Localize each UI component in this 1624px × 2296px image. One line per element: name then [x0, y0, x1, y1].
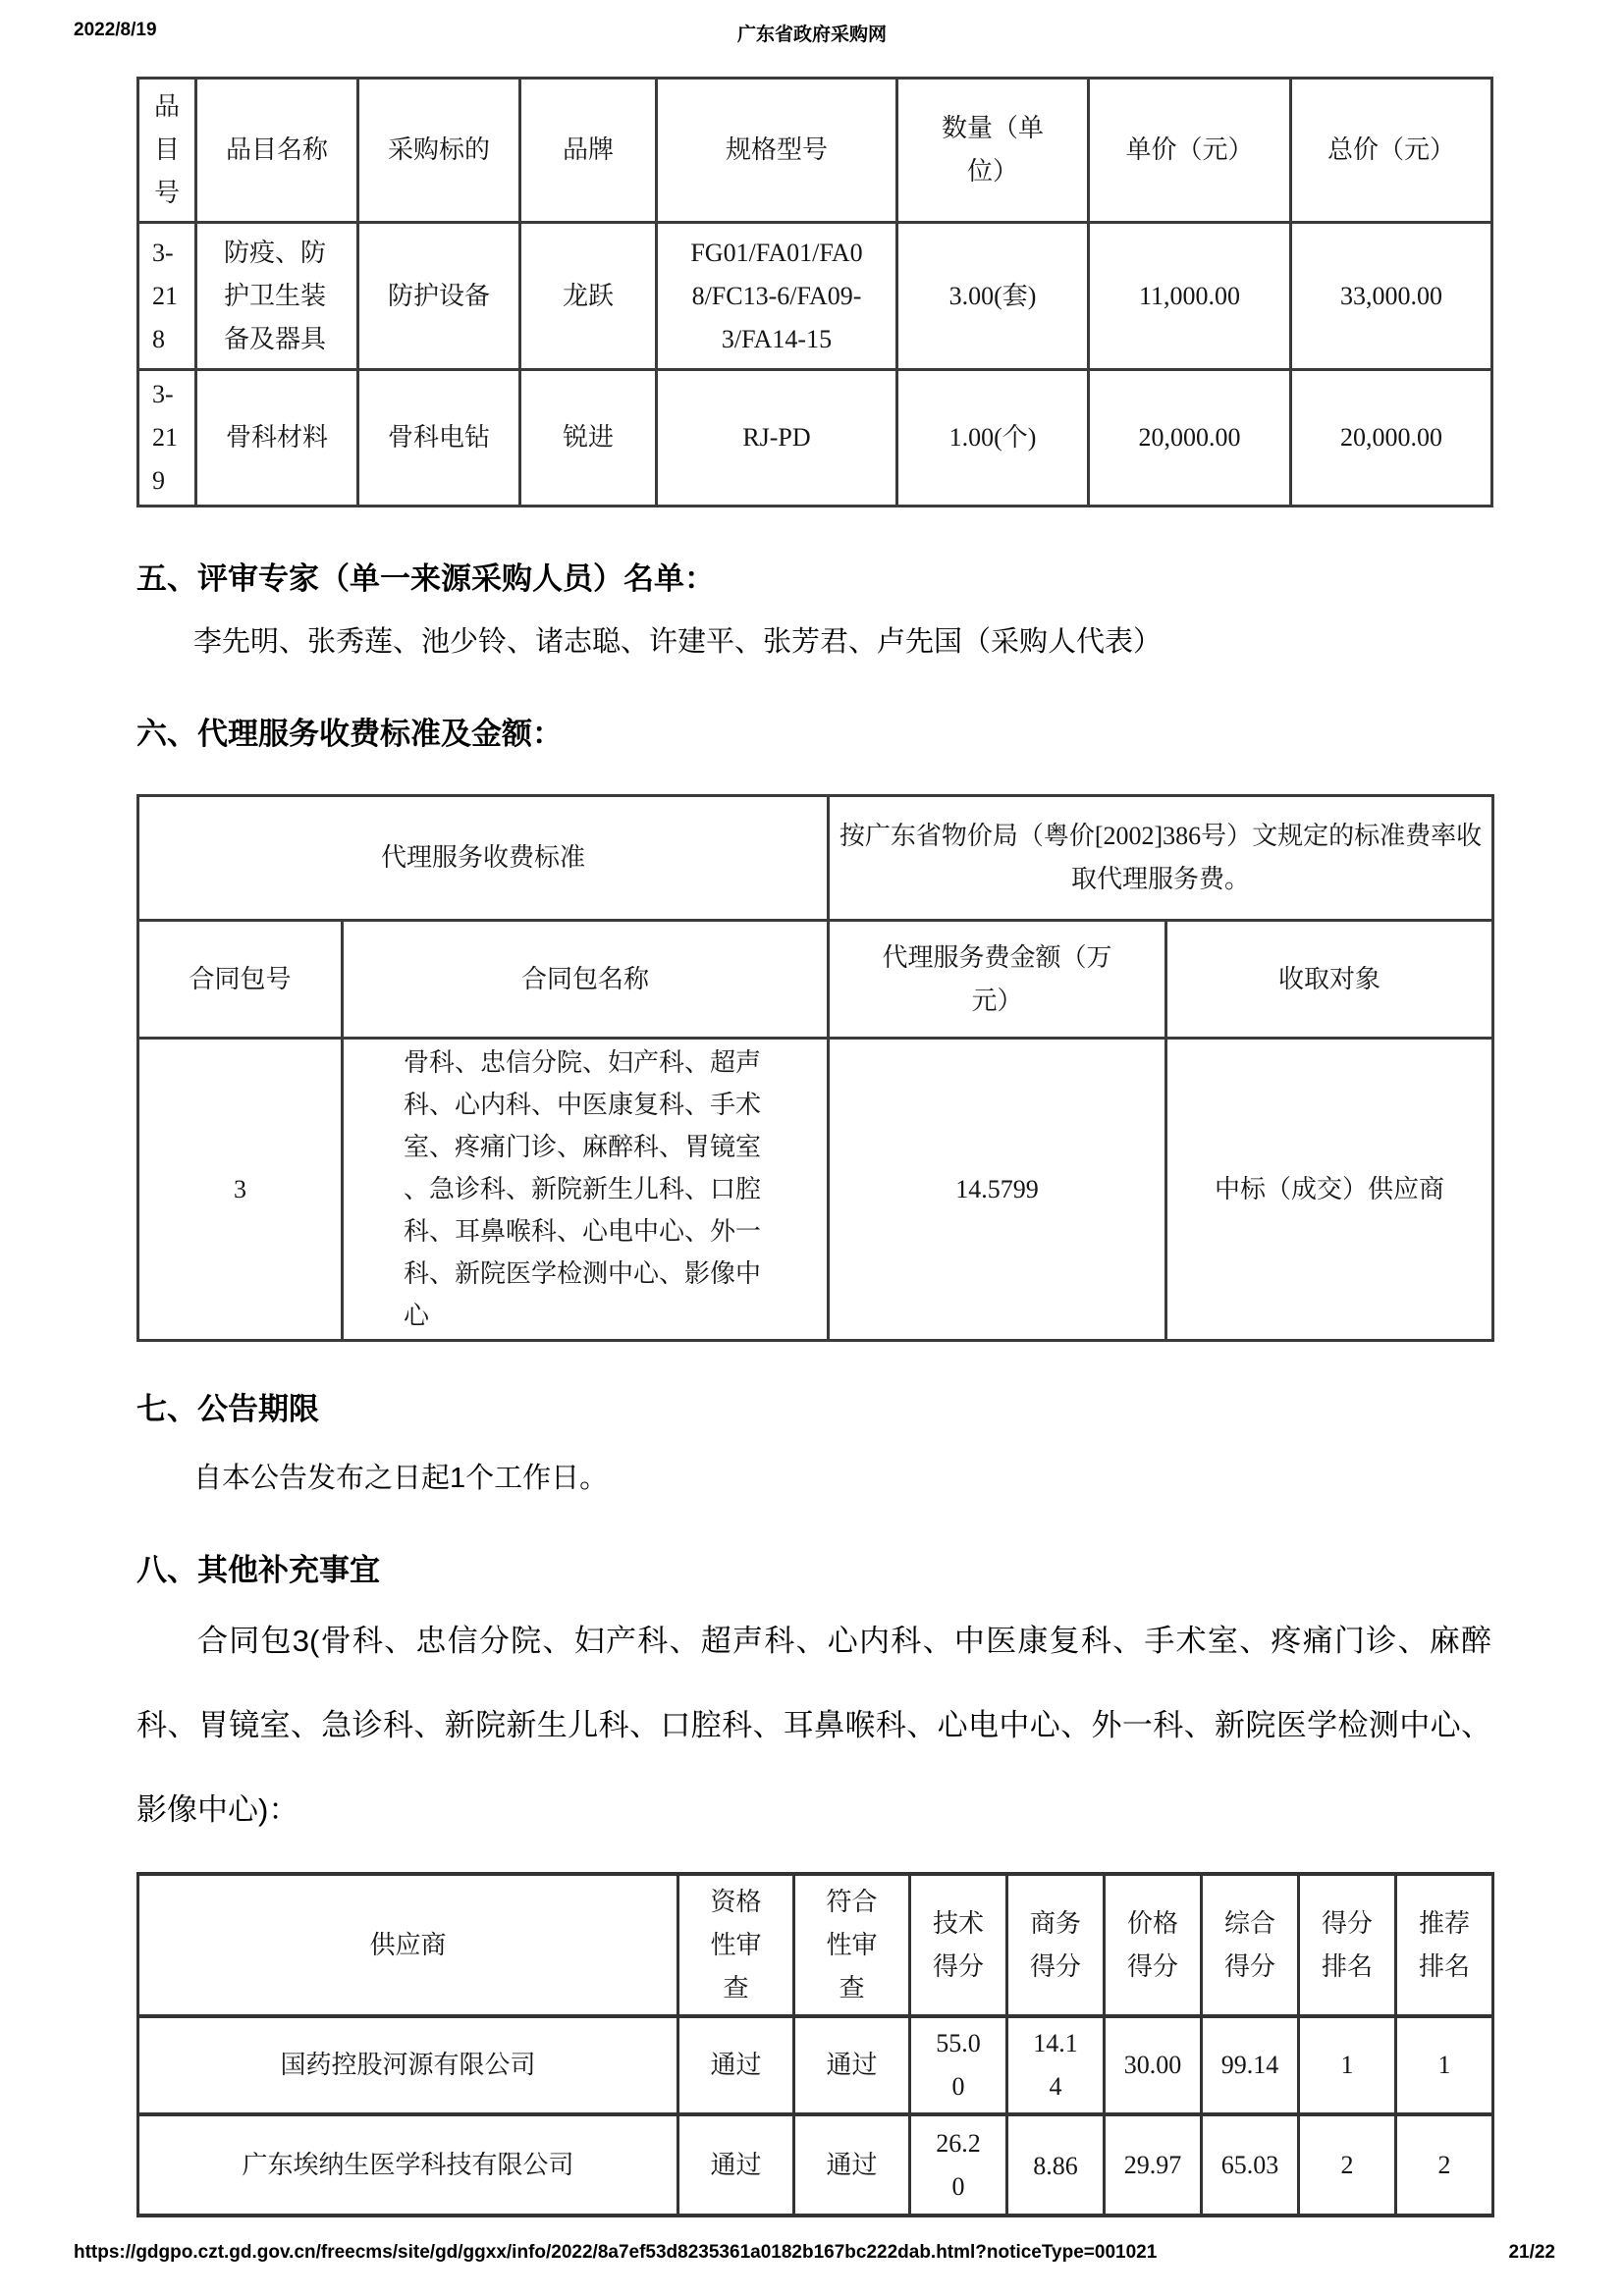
fee-standard-note: 按广东省物价局（粤价[2002]386号）文规定的标准费率收取代理服务费。: [829, 796, 1493, 921]
cell-unit-price: 11,000.00: [1089, 223, 1291, 370]
cell-supplier-name: 国药控股河源有限公司: [138, 2016, 678, 2114]
col-header-package-no: 合同包号: [138, 921, 343, 1039]
col-header-package-name: 合同包名称: [343, 921, 829, 1039]
col-header-fee-amount: 代理服务费金额（万元）: [829, 921, 1166, 1039]
cell-score-rank: 2: [1299, 2114, 1396, 2216]
cell-package-no: 3: [138, 1039, 343, 1341]
section8-paragraph: 合同包3(骨科、忠信分院、妇产科、超声科、心内科、中医康复科、手术室、疼痛门诊、麻醉科、胃镜室、急诊科、新院新生儿科、口腔科、耳鼻喉科、心电中心、外一科、新院医学检测中心、影像中心)：: [136, 1624, 1491, 1827]
col-header-technical-score: 技术得分: [910, 1874, 1007, 2016]
cell-brand: 锐进: [520, 370, 657, 507]
cell-technical-score: 55.00: [910, 2016, 1007, 2114]
cell-conformity: 通过: [794, 2016, 910, 2114]
col-header-business-score: 商务得分: [1007, 1874, 1105, 2016]
supplier-row-2: [138, 2114, 1493, 2216]
document-body: [136, 77, 1491, 2217]
cell-qualification: 通过: [678, 2114, 794, 2216]
cell-technical-score: 26.20: [910, 2114, 1007, 2216]
cell-business-score: 8.86: [1007, 2114, 1105, 2216]
col-header-qualification-review: 资格性审查: [678, 1874, 794, 2016]
cell-item-name: 骨科材料: [196, 370, 358, 507]
cell-price-score: 29.97: [1105, 2114, 1202, 2216]
fee-data-row: [138, 1039, 1493, 1341]
cell-recommend-rank: 2: [1396, 2114, 1493, 2216]
cell-package-name: 骨科、忠信分院、妇产科、超声科、心内科、中医康复科、手术室、疼痛门诊、麻醉科、胃镜室、急诊科、新院新生儿科、口腔科、耳鼻喉科、心电中心、外一科、新院医学检测中心、影像中心: [343, 1039, 829, 1341]
items-table: [136, 77, 1493, 507]
col-header-total-price: 总价（元）: [1291, 79, 1492, 223]
cell-qualification: 通过: [678, 2016, 794, 2114]
print-header: [0, 20, 1624, 45]
col-header-target: 采购标的: [358, 79, 520, 223]
cell-overall-score: 99.14: [1202, 2016, 1299, 2114]
cell-item-no: 3-218: [138, 223, 196, 370]
col-header-spec: 规格型号: [657, 79, 897, 223]
cell-target: 骨科电钻: [358, 370, 520, 507]
print-footer: [74, 2242, 1555, 2264]
cell-spec: RJ-PD: [657, 370, 897, 507]
col-header-unit-price: 单价（元）: [1089, 79, 1291, 223]
cell-price-score: 30.00: [1105, 2016, 1202, 2114]
cell-conformity: 通过: [794, 2114, 910, 2216]
cell-item-no: 3-219: [138, 370, 196, 507]
cell-qty: 3.00(套): [897, 223, 1089, 370]
supplier-row-1: [138, 2016, 1493, 2114]
cell-spec: FG01/FA01/FA08/FC13-6/FA09-3/FA14-15: [657, 223, 897, 370]
cell-recommend-rank: 1: [1396, 2016, 1493, 2114]
section7-body: 自本公告发布之日起1个工作日。: [193, 1463, 609, 1494]
items-row-2: [138, 370, 1492, 507]
col-header-score-rank: 得分排名: [1299, 1874, 1396, 2016]
col-header-qty: 数量（单位）: [897, 79, 1089, 223]
cell-total-price: 20,000.00: [1291, 370, 1492, 507]
suppliers-header-row: [138, 1874, 1493, 2016]
section5-heading: 五、评审专家（单一来源采购人员）名单：: [136, 561, 715, 596]
items-header-row: [138, 79, 1492, 223]
fee-standard-label: 代理服务收费标准: [138, 796, 829, 921]
col-header-overall-score: 综合得分: [1202, 1874, 1299, 2016]
footer-page-number: 21/22: [1508, 2242, 1555, 2263]
footer-url: https://gdgpo.czt.gd.gov.cn/freecms/site/gd/ggxx/info/2022/8a7ef53d8235361a0182b167bc222dab.html?noticeType=001021: [74, 2242, 1158, 2263]
section7-heading: 七、公告期限: [136, 1392, 319, 1426]
section6-heading: 六、代理服务收费标准及金额：: [136, 717, 563, 751]
cell-score-rank: 1: [1299, 2016, 1396, 2114]
cell-fee-amount: 14.5799: [829, 1039, 1166, 1341]
fee-standard-row: [138, 796, 1493, 921]
col-header-supplier: 供应商: [138, 1874, 678, 2016]
col-header-item-no: 品目号: [138, 79, 196, 223]
cell-overall-score: 65.03: [1202, 2114, 1299, 2216]
cell-item-name: 防疫、防护卫生装备及器具: [196, 223, 358, 370]
col-header-item-name: 品目名称: [196, 79, 358, 223]
cell-unit-price: 20,000.00: [1089, 370, 1291, 507]
col-header-recommend-rank: 推荐排名: [1396, 1874, 1493, 2016]
cell-total-price: 33,000.00: [1291, 223, 1492, 370]
col-header-conformity-review: 符合性审查: [794, 1874, 910, 2016]
print-date: 2022/8/19: [74, 20, 157, 40]
expert-names: 李先明、张秀莲、池少铃、诸志聪、许建平、张芳君、卢先国（采购人代表）: [193, 626, 1163, 658]
cell-target: 防护设备: [358, 223, 520, 370]
col-header-price-score: 价格得分: [1105, 1874, 1202, 2016]
section8-heading: 八、其他补充事宜: [136, 1553, 380, 1587]
col-header-brand: 品牌: [520, 79, 657, 223]
suppliers-table: [136, 1872, 1494, 2217]
cell-business-score: 14.14: [1007, 2016, 1105, 2114]
agency-fee-table: [136, 794, 1494, 1342]
fee-header-row: [138, 921, 1493, 1039]
cell-qty: 1.00(个): [897, 370, 1089, 507]
col-header-fee-target: 收取对象: [1166, 921, 1493, 1039]
site-title: 广东省政府采购网: [736, 25, 887, 45]
cell-brand: 龙跃: [520, 223, 657, 370]
items-row-1: [138, 223, 1492, 370]
cell-fee-target: 中标（成交）供应商: [1166, 1039, 1493, 1341]
cell-supplier-name: 广东埃纳生医学科技有限公司: [138, 2114, 678, 2216]
